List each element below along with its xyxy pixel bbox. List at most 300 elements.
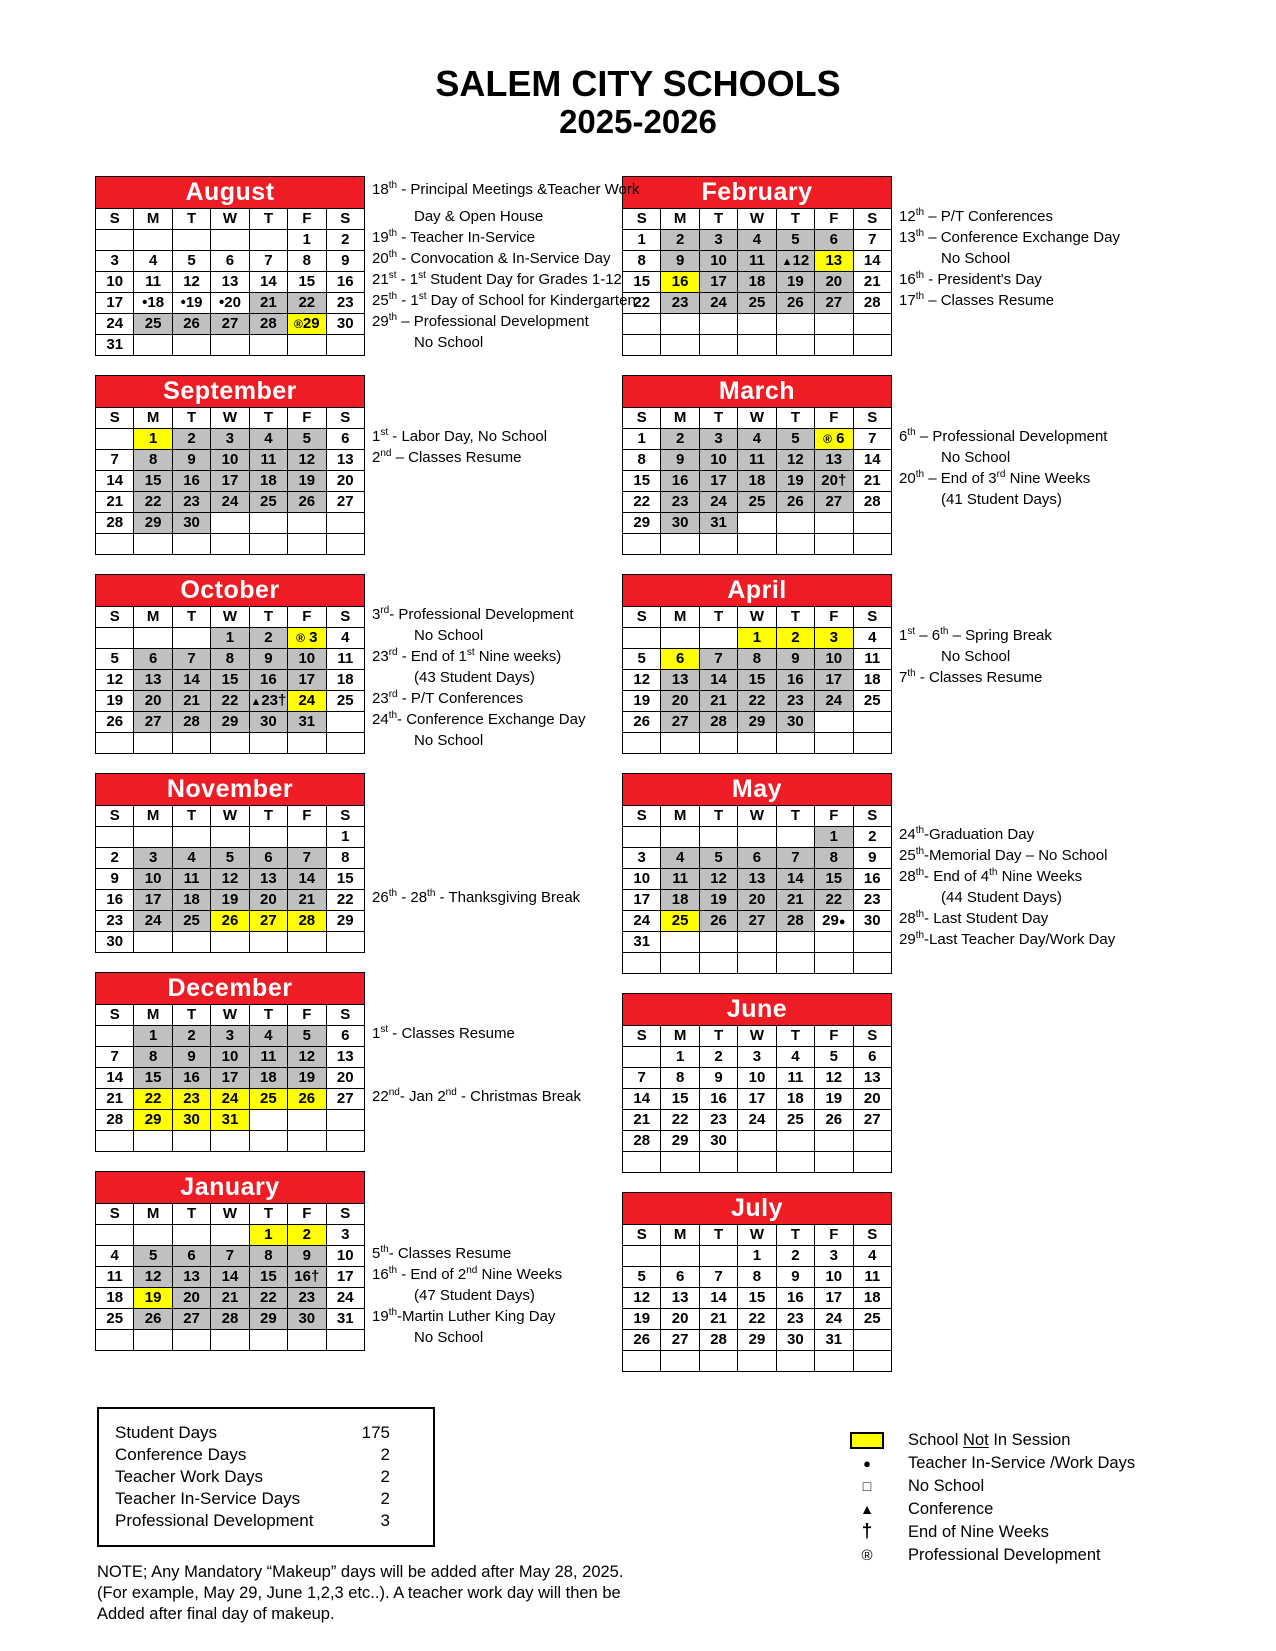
calendar-day-cell: 4 (853, 1245, 891, 1266)
day-header-cell: M (661, 208, 699, 229)
calendar-day-cell: 29 (738, 711, 776, 732)
calendar-day-cell: 9 (288, 1245, 326, 1266)
calendar-day-cell: 7 (776, 847, 814, 868)
calendar-day-cell: 13 (326, 1046, 364, 1067)
calendar-day-cell: 11 (249, 449, 287, 470)
calendar-day-cell: 2 (172, 428, 210, 449)
week-row (623, 868, 892, 889)
calendar-day-cell: 25 (661, 910, 699, 931)
calendar-day-cell: 7 (96, 1046, 134, 1067)
month-table-july (622, 1192, 892, 1372)
week-row (623, 428, 892, 449)
calendar-day-cell: 27 (134, 711, 172, 732)
calendar-day-cell: 4 (738, 428, 776, 449)
calendar-day-cell: 9 (661, 449, 699, 470)
calendar-day-cell: 13 (172, 1266, 210, 1287)
month-october (95, 574, 622, 754)
calendar-day-cell: 21 (96, 1088, 134, 1109)
calendar-day-cell (738, 1151, 776, 1172)
calendar-day-cell: 10 (326, 1245, 364, 1266)
calendar-day-cell: 25 (249, 1088, 287, 1109)
calendar-day-cell (661, 732, 699, 753)
makeup-note-line: (For example, May 29, June 1,2,3 etc..). A teacher work day will then be (97, 1583, 621, 1602)
calendar-day-cell: 21 (699, 1308, 737, 1329)
calendar-day-cell: 9 (326, 250, 364, 271)
month-january (95, 1171, 622, 1351)
calendar-day-cell (172, 1329, 210, 1350)
calendar-day-cell: 5 (776, 428, 814, 449)
calendar-day-cell (738, 952, 776, 973)
calendar-day-cell: 14 (853, 250, 891, 271)
day-header-cell: F (288, 407, 326, 428)
calendar-day-cell (661, 1245, 699, 1266)
calendar-day-cell: 8 (326, 847, 364, 868)
calendar-day-cell: 7 (96, 449, 134, 470)
day-header-cell: M (661, 1025, 699, 1046)
day-header-cell: T (249, 1004, 287, 1025)
calendar-day-cell (738, 826, 776, 847)
calendar-day-cell (853, 1130, 891, 1151)
week-row (96, 669, 365, 690)
calendar-day-cell: 18 (249, 470, 287, 491)
week-row (96, 868, 365, 889)
month-note: No School (941, 249, 1011, 267)
calendar-day-cell (172, 732, 210, 753)
calendar-day-cell: 8 (623, 449, 661, 470)
calendar-day-cell: 11 (853, 1266, 891, 1287)
calendar-day-cell (326, 533, 364, 554)
calendar-day-cell: 1 (326, 826, 364, 847)
calendar-day-cell: 4 (134, 250, 172, 271)
calendar-day-cell (623, 313, 661, 334)
day-header-cell: M (134, 407, 172, 428)
calendar-day-cell: 25 (738, 292, 776, 313)
calendar-day-cell: 14 (96, 1067, 134, 1088)
week-row (623, 229, 892, 250)
calendar-day-cell (134, 1224, 172, 1245)
day-header-cell: M (661, 606, 699, 627)
dot-icon: ● (863, 1455, 871, 1471)
month-notes-march (899, 375, 1276, 555)
calendar-day-cell (172, 334, 210, 355)
calendar-day-cell: 12 (172, 271, 210, 292)
calendar-day-cell: 20 (853, 1088, 891, 1109)
day-header-cell: T (699, 1224, 737, 1245)
month-table-april (622, 574, 892, 754)
month-note: 12th – P/T Conferences (899, 206, 1053, 225)
calendar-day-cell (96, 428, 134, 449)
calendar-day-cell: 28 (288, 910, 326, 931)
calendar-day-cell: 17 (699, 470, 737, 491)
month-header-december: December (96, 972, 365, 1004)
month-table-march (622, 375, 892, 555)
month-note: 21st - 1st Student Day for Grades 1-12 (372, 269, 622, 288)
calendar-day-cell: 21 (288, 889, 326, 910)
calendar-day-cell: 24 (96, 313, 134, 334)
month-note: 6th – Professional Development (899, 426, 1108, 445)
day-header-cell: S (853, 1224, 891, 1245)
calendar-day-cell (134, 826, 172, 847)
calendar-day-cell: 14 (288, 868, 326, 889)
month-december (95, 972, 622, 1152)
calendar-day-cell: 19 (288, 470, 326, 491)
calendar-day-cell: 22 (623, 292, 661, 313)
calendar-day-cell: 1 (134, 1025, 172, 1046)
calendar-day-cell: 23 (172, 1088, 210, 1109)
calendar-day-cell: 29 (326, 910, 364, 931)
calendar-day-cell (661, 334, 699, 355)
calendar-day-cell: 7 (699, 648, 737, 669)
legend-item (850, 1452, 1135, 1475)
calendar-day-cell: 21 (211, 1287, 249, 1308)
week-row (623, 1245, 892, 1266)
summary-value: 2 (380, 1488, 390, 1508)
calendar-day-cell: 17 (738, 1088, 776, 1109)
calendar-day-cell: 6 (326, 428, 364, 449)
calendar-day-cell: 28 (853, 491, 891, 512)
legend-item (850, 1521, 1135, 1544)
yellow-swatch (850, 1432, 884, 1449)
calendar-day-cell: 24 (134, 910, 172, 931)
week-row (96, 533, 365, 554)
calendar-day-cell (249, 931, 287, 952)
day-header-cell: T (776, 407, 814, 428)
summary-label: Teacher In-Service Days (115, 1488, 301, 1508)
calendar-day-cell: 5 (699, 847, 737, 868)
calendar-day-cell: 28 (249, 313, 287, 334)
day-header-cell: S (326, 208, 364, 229)
calendar-day-cell: 22 (134, 1088, 172, 1109)
week-row (96, 1266, 365, 1287)
calendar-day-cell: 20 (134, 690, 172, 711)
calendar-day-cell: 5 (288, 1025, 326, 1046)
calendar-day-cell: 24 (326, 1287, 364, 1308)
calendar-day-cell: 24 (738, 1109, 776, 1130)
summary-row (115, 1510, 433, 1532)
calendar-day-cell: 11 (96, 1266, 134, 1287)
calendar-day-cell: 25 (853, 690, 891, 711)
month-header-march: March (623, 375, 892, 407)
calendar-day-cell: 20 (661, 1308, 699, 1329)
week-row (96, 732, 365, 753)
calendar-day-cell: 27 (326, 1088, 364, 1109)
day-header-cell: F (288, 1004, 326, 1025)
calendar-day-cell (853, 334, 891, 355)
calendar-day-cell (815, 512, 853, 533)
month-header-july: July (623, 1192, 892, 1224)
calendar-day-cell: 28 (853, 292, 891, 313)
calendar-day-cell: 20 (326, 470, 364, 491)
calendar-day-cell: 1 (815, 826, 853, 847)
calendar-day-cell: 15 (134, 1067, 172, 1088)
week-row (623, 648, 892, 669)
calendar-day-cell: 24 (211, 491, 249, 512)
month-note: 2nd – Classes Resume (372, 447, 522, 466)
calendar-day-cell: 1 (134, 428, 172, 449)
month-header-september: September (96, 375, 365, 407)
day-header-cell: T (172, 208, 210, 229)
day-header-cell: T (249, 606, 287, 627)
day-header-cell: S (96, 1004, 134, 1025)
calendar-day-cell (853, 931, 891, 952)
month-note: 3rd- Professional Development (372, 604, 574, 623)
calendar-day-cell: 27 (738, 910, 776, 931)
calendar-day-cell: 25 (776, 1109, 814, 1130)
calendar-day-cell (699, 1245, 737, 1266)
calendar-day-cell: 18 (776, 1088, 814, 1109)
calendar-day-cell: 5 (211, 847, 249, 868)
month-note: 5th- Classes Resume (372, 1243, 512, 1262)
week-row (623, 512, 892, 533)
day-header-cell: T (249, 805, 287, 826)
week-row (623, 711, 892, 732)
calendar-day-cell: 27 (249, 910, 287, 931)
calendar-day-cell: 14 (249, 271, 287, 292)
calendar-day-cell: 23 (326, 292, 364, 313)
calendar-day-cell: 15 (326, 868, 364, 889)
calendar-day-cell: 13 (661, 669, 699, 690)
month-april (622, 574, 1276, 754)
week-row (96, 1329, 365, 1350)
calendar-day-cell (96, 229, 134, 250)
calendar-day-cell (738, 732, 776, 753)
calendar-day-cell: 5 (172, 250, 210, 271)
day-header-cell: T (172, 606, 210, 627)
day-header-cell: S (853, 407, 891, 428)
calendar-day-cell: 27 (661, 711, 699, 732)
legend-label: No School (908, 1476, 985, 1495)
week-row (623, 533, 892, 554)
month-note: 28th- Last Student Day (899, 908, 1049, 927)
month-header-january: January (96, 1171, 365, 1203)
month-notes-september (372, 375, 622, 555)
calendar-day-cell: 1 (623, 428, 661, 449)
calendar-day-cell: 1 (623, 229, 661, 250)
calendar-day-cell: 9 (96, 868, 134, 889)
calendar-day-cell: 6 (172, 1245, 210, 1266)
calendar-day-cell (815, 732, 853, 753)
day-header-cell: F (288, 208, 326, 229)
calendar-day-cell: 21 (853, 271, 891, 292)
calendar-day-cell (326, 1109, 364, 1130)
calendar-day-cell: 10 (211, 1046, 249, 1067)
calendar-day-cell (326, 512, 364, 533)
calendar-day-cell: 4 (853, 627, 891, 648)
calendar-day-cell: 31 (211, 1109, 249, 1130)
month-header-october: October (96, 574, 365, 606)
week-row (96, 449, 365, 470)
calendar-day-cell: 2 (172, 1025, 210, 1046)
week-row (623, 250, 892, 271)
calendar-day-cell (853, 711, 891, 732)
calendar-day-cell: 12 (288, 449, 326, 470)
makeup-note-line: NOTE; Any Mandatory “Makeup” days will be added after May 28, 2025. (97, 1562, 624, 1581)
calendar-day-cell: 17 (815, 1287, 853, 1308)
calendar-day-cell (326, 711, 364, 732)
legend-label: Conference (908, 1499, 994, 1518)
day-header-cell: S (853, 208, 891, 229)
calendar-day-cell: 29 (738, 1329, 776, 1350)
calendar-day-cell: 17 (623, 889, 661, 910)
calendar-day-cell: 25 (96, 1308, 134, 1329)
month-note: 25th - 1st Day of School for Kindergarten (372, 290, 636, 309)
summary-row (115, 1422, 433, 1444)
calendar-day-cell: 3 (699, 229, 737, 250)
school-name-title: SALEM CITY SCHOOLS (435, 63, 841, 104)
calendar-day-cell: 28 (172, 711, 210, 732)
calendar-day-cell (288, 732, 326, 753)
calendar-day-cell (134, 732, 172, 753)
calendar-day-cell: 30 (172, 512, 210, 533)
calendar-day-cell: 22 (288, 292, 326, 313)
week-row (623, 1067, 892, 1088)
day-header-cell: S (623, 407, 661, 428)
calendar-day-cell (172, 229, 210, 250)
calendar-day-cell (172, 931, 210, 952)
calendar-day-cell (623, 334, 661, 355)
day-header-cell: T (172, 407, 210, 428)
calendar-day-cell: 14 (776, 868, 814, 889)
calendar-day-cell (738, 334, 776, 355)
calendar-day-cell: 19 (815, 1088, 853, 1109)
calendar-day-cell: 13 (853, 1067, 891, 1088)
calendar-day-cell: 27 (172, 1308, 210, 1329)
calendar-day-cell (211, 732, 249, 753)
calendar-day-cell: 19 (623, 690, 661, 711)
week-row (96, 1067, 365, 1088)
calendar-day-cell (853, 1329, 891, 1350)
calendar-day-cell: •18 (134, 292, 172, 313)
calendar-day-cell: 26 (134, 1308, 172, 1329)
month-note: 17th – Classes Resume (899, 290, 1055, 309)
calendar-day-cell (661, 627, 699, 648)
day-header-cell: T (249, 208, 287, 229)
week-row (96, 292, 365, 313)
day-header-cell: F (815, 1025, 853, 1046)
calendar-day-cell (815, 1130, 853, 1151)
calendar-day-cell: 2 (853, 826, 891, 847)
calendar-grid (0, 176, 1276, 1391)
legend-item (850, 1544, 1135, 1567)
month-header-february: February (623, 176, 892, 208)
month-header-june: June (623, 993, 892, 1025)
day-header-cell: F (288, 805, 326, 826)
calendar-day-cell: 31 (288, 711, 326, 732)
month-notes-february (899, 176, 1276, 356)
month-note: 29th-Last Teacher Day/Work Day (899, 929, 1116, 948)
calendar-day-cell: 30 (96, 931, 134, 952)
week-row (96, 1224, 365, 1245)
summary-label: Professional Development (115, 1510, 314, 1530)
calendar-day-cell (661, 952, 699, 973)
day-header-cell: S (623, 208, 661, 229)
calendar-day-cell: 11 (738, 449, 776, 470)
calendar-day-cell (134, 334, 172, 355)
calendar-day-cell: 12 (623, 1287, 661, 1308)
calendar-day-cell: 6 (211, 250, 249, 271)
calendar-day-cell: 16 (776, 669, 814, 690)
calendar-day-cell: 15 (738, 1287, 776, 1308)
calendar-day-cell: 26 (211, 910, 249, 931)
calendar-day-cell (661, 1151, 699, 1172)
week-row (623, 271, 892, 292)
week-row (96, 1088, 365, 1109)
calendar-day-cell: 30 (288, 1308, 326, 1329)
calendar-day-cell: 5 (288, 428, 326, 449)
makeup-note (97, 1562, 642, 1625)
calendar-day-cell: 4 (249, 428, 287, 449)
day-count-summary-box (97, 1407, 435, 1547)
calendar-day-cell (661, 826, 699, 847)
month-note: 7th - Classes Resume (899, 667, 1043, 686)
calendar-day-cell: 30 (776, 1329, 814, 1350)
day-header-cell: M (661, 1224, 699, 1245)
calendar-day-cell (815, 952, 853, 973)
day-header-cell: T (699, 606, 737, 627)
calendar-day-cell: 16 (172, 1067, 210, 1088)
calendar-day-cell (96, 1025, 134, 1046)
week-row (96, 826, 365, 847)
calendar-day-cell (288, 512, 326, 533)
calendar-day-cell: 10 (699, 250, 737, 271)
week-row (96, 491, 365, 512)
day-header-cell: W (211, 1203, 249, 1224)
calendar-day-cell (249, 732, 287, 753)
calendar-day-cell (249, 1130, 287, 1151)
calendar-day-cell: •19 (172, 292, 210, 313)
calendar-day-cell (699, 1350, 737, 1371)
day-header-cell: M (661, 805, 699, 826)
calendar-day-cell (172, 826, 210, 847)
day-header-cell: S (623, 606, 661, 627)
calendar-day-cell: 13 (738, 868, 776, 889)
calendar-day-cell: 17 (211, 1067, 249, 1088)
calendar-day-cell: 12 (776, 449, 814, 470)
calendar-day-cell: 18 (326, 669, 364, 690)
calendar-day-cell (776, 931, 814, 952)
calendar-day-cell (776, 952, 814, 973)
month-note: 25th-Memorial Day – No School (899, 845, 1108, 864)
calendar-day-cell: 5 (776, 229, 814, 250)
month-september (95, 375, 622, 555)
calendar-day-cell: 10 (134, 868, 172, 889)
calendar-day-cell: 25 (738, 491, 776, 512)
calendar-day-cell: 27 (661, 1329, 699, 1350)
month-table-january (95, 1171, 365, 1351)
day-header-cell: W (738, 1025, 776, 1046)
calendar-day-cell: 2 (249, 627, 287, 648)
calendar-day-cell: 26 (699, 910, 737, 931)
calendar-day-cell: 9 (776, 648, 814, 669)
day-header-cell: S (623, 1025, 661, 1046)
calendar-day-cell: 4 (249, 1025, 287, 1046)
calendar-day-cell: 5 (96, 648, 134, 669)
calendar-day-cell: 11 (326, 648, 364, 669)
calendar-day-cell: 3 (96, 250, 134, 271)
month-note: 29th – Professional Development (372, 311, 589, 330)
calendar-day-cell: 7 (211, 1245, 249, 1266)
calendar-day-cell (288, 334, 326, 355)
calendar-day-cell: 20† (815, 470, 853, 491)
calendar-day-cell: 22 (134, 491, 172, 512)
calendar-day-cell: 26 (776, 491, 814, 512)
week-row (96, 1130, 365, 1151)
month-note: No School (414, 333, 484, 351)
month-june (622, 993, 1276, 1173)
month-note: 24th- Conference Exchange Day (372, 709, 586, 728)
calendar-day-cell: 9 (172, 1046, 210, 1067)
calendar-day-cell: 13 (211, 271, 249, 292)
